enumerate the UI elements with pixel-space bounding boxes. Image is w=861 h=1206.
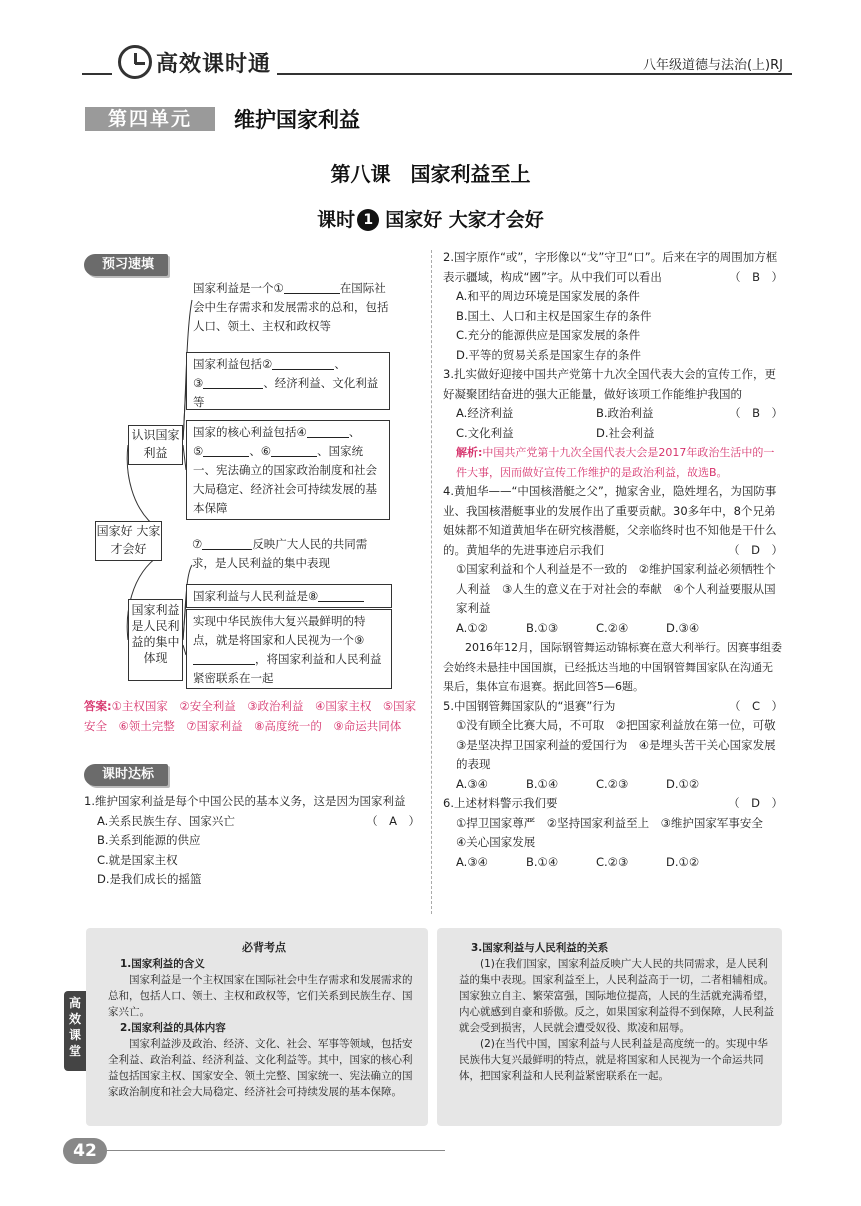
question-4 [443,482,783,638]
grade-label: 八年级道德与法治(上)RJ [637,54,783,73]
q4-option-b: B.①③ [526,620,559,635]
q2-answer: （ B ） [729,269,783,284]
q5-answer: （ C ） [728,698,783,713]
q5-option-b: B.①④ [526,776,559,791]
must-know-h1: 1.国家利益的含义 [120,958,205,970]
node1-text-a: 国家利益是一个① [193,281,284,295]
q4-answer: （ D ） [728,542,783,557]
q5-items: ①没有顾全比赛大局，不可取 ②把国家利益放在第一位，可敬 ③是坚决捍卫国家利益的爱国行为 ④是埋头苦干关心国家发展的表现 [456,718,788,771]
q6-stem: 6.上述材料警示我们要 [443,796,558,810]
period-number: 1 [357,209,379,231]
must-know-h2: 2.国家利益的具体内容 [120,1022,226,1034]
node3-text-b: 、 [348,425,361,439]
node2-text-a: 国家利益包括② [193,357,273,371]
q2-option-b: B.国土、人口和主权是国家生存的条件 [456,308,652,323]
side-tab: 高效课堂 [64,991,86,1071]
node3-text-c: ⑤ [193,444,204,458]
q3-option-d: D.社会利益 [596,425,655,440]
q1-answer: （ A ） [366,813,420,828]
q6-items: ①捍卫国家尊严 ②坚持国家利益至上 ③维护国家军事安全 ④关心国家发展 [456,815,775,849]
unit-title: 维护国家利益 [234,108,360,132]
blank-4 [307,424,349,438]
column-divider [431,250,432,914]
node4-text-b: 反映广大人民的共同需求，是人民利益的集中表现 [192,537,368,570]
q3-option-a: A.经济利益 [456,406,514,420]
preview-tag: 预习速填 [84,254,168,276]
node5-text-a: 国家利益与人民利益是⑧ [193,589,319,603]
blank-1 [284,280,340,294]
must-know-p3: (1)在我们国家，国家利益反映广大人民的共同需求，是人民利益的集中表现。国家利益至上，人民利益高于一切，二者相辅相成。国家独立自主、繁荣富强，国际地位提高，人民的生活就充满希望，内心就感到自豪和骄傲。反之，如果国家利益得不到保障，人民利益就会受到损害，人民就会遭受奴役、欺凌和屈辱。 [459,958,774,1034]
node6-text-b: ⑨ [354,633,365,647]
mindmap-node-6 [186,609,392,689]
q4-stem: 4.黄旭华——“中国核潜艇之父”，抛家舍业，隐姓埋名，为国防事业、我国核潜艇事业的发展作出了重要贡献。30多年中，8个兄弟姐妹都不知道黄旭华在研究核潜艇，父亲临终时也不知他是干什么的。黄旭华的先进事迹启示我们 [443,484,777,557]
right-column [443,248,788,872]
node3-text-d: 、⑥ [249,444,272,458]
node3-text-a: 国家的核心利益包括④ [193,425,307,439]
blank-8 [318,588,364,602]
q2-option-d: D.平等的贸易关系是国家生存的条件 [456,347,642,362]
must-know-p1: 国家利益是一个主权国家在国际社会中生存需求和发展需求的总和，包括人口、领土、主权和政权等，它们关系到民族生存、国家兴亡。 [108,974,413,1018]
blank-9 [193,651,255,665]
q2-option-c: C.充分的能源供应是国家发展的条件 [456,328,641,342]
period-name: 国家好 大家才会好 [385,209,544,231]
q6-option-d: D.①② [666,854,700,869]
q3-answer: （ B ） [729,406,783,420]
q3-option-b: B.政治利益 [596,406,654,420]
question-5 [443,697,788,795]
blank-7 [202,536,252,550]
question-6 [443,794,783,872]
q4-option-c: C.②④ [596,620,629,635]
q6-option-a: A.③④ [456,854,488,869]
mindmap-node-4 [192,535,390,573]
lesson-title: 第八课 国家利益至上 [330,162,531,186]
must-know-panel-left [86,928,428,1126]
q1-option-c: C.就是国家主权 [97,852,178,867]
must-know-panel-right [437,928,782,1126]
q6-option-c: C.②③ [596,854,629,869]
q2-stem: 2.国字原作“或”，字形像以“戈”守卫“口”。后来在字的周围加方框表示疆域，构成“國”字。从中我们可以看出 [443,250,778,284]
blank-2 [272,356,334,370]
period-prefix: 课时 [317,209,356,231]
q4-option-a: A.①② [456,620,488,635]
q5-option-a: A.③④ [456,776,488,791]
question-3 [443,365,783,482]
q2-option-a: A.和平的周边环境是国家发展的条件 [456,289,640,303]
mindmap-root: 国家好 大家才会好 [95,521,162,561]
q3-option-c: C.文化利益 [456,425,514,440]
brand-text: 高效课时通 [156,51,272,77]
q5-stem: 5.中国钢管舞国家队的“退赛”行为 [443,698,616,713]
node6-text-a: 实现中华民族伟大复兴最鲜明的特点，就是将国家和人民视为一个 [193,614,366,647]
must-know-p2: 国家利益涉及政治、经济、文化、社会、军事等领域，包括安全利益、政治利益、经济利益、文化利益等。其中，国家的核心利益包括国家主权、国家安全、领土完整、国家统一、宪法确立的国家政治制度和社会大局稳定、经济社会可持续发展的基本保障。 [108,1038,413,1098]
answers-text: ①主权国家 ②安全利益 ③政治利益 ④国家主权 ⑤国家安全 ⑥领土完整 ⑦国家利益 ⑧高度统一的 ⑨命运共同体 [84,699,417,733]
node2-text-d: 、经济利益、文化利益等 [193,376,379,409]
q3-stem: 3.扎实做好迎接中国共产党第十九次全国代表大会的宣传工作，更好凝聚团结奋进的强大正能量，做好该项工作能维护我国的 [443,367,776,401]
practice-tag: 课时达标 [84,764,168,786]
mindmap-node-2 [186,352,390,410]
q1-stem: 1.维护国家利益是每个中国公民的基本义务，这是因为国家利益 [84,794,406,808]
mindmap-node-5 [186,584,392,608]
mindmap-node-1 [193,279,391,336]
mindmap-branch-2: 国家利益是人民利益的集中体现 [128,599,183,681]
question-1 [84,792,420,890]
q5-option-d: D.①② [666,776,700,791]
blank-6 [271,443,317,457]
footer-rule [105,1150,445,1151]
q5-option-c: C.②③ [596,776,629,791]
mindmap-node-3 [186,420,390,520]
node4-text-a: ⑦ [192,537,203,551]
q1-option-b: B.关系到能源的供应 [97,833,201,847]
material-text: 2016年12月，国际钢管舞运动锦标赛在意大利举行。因赛事组委会始终未悬挂中国国旗，已经抵达当地的中国钢管舞国家队在沟通无果后，集体宣布退赛。据此回答5—6题。 [443,641,782,693]
q1-option-d: D.是我们成长的摇篮 [97,872,202,886]
q3-explain-label: 解析: [456,446,483,459]
node1-text-b: 在国际社会中生存需求和发展需求的总和，包括人口、领土、主权和政权等 [193,281,389,333]
preview-answers [84,697,418,736]
q6-option-b: B.①④ [526,854,559,869]
page-number: 42 [63,1138,107,1164]
node2-text-b: 、 [334,357,346,371]
unit-label: 第四单元 [85,107,215,131]
blank-3 [203,375,263,389]
q4-items: ①国家利益和个人利益是不一致的 ②维护国家利益必须牺牲个人利益 ③人生的意义在于对社会的奉献 ④个人利益要服从国家利益 [456,562,776,615]
blank-5 [203,443,249,457]
node2-text-c: ③ [193,376,204,390]
q3-explain: 中国共产党第十九次全国代表大会是2017年政治生活中的一件大事，因而做好宣传工作维护的是政治利益，故选B。 [456,446,775,479]
q1-option-a: A.关系民族生存、国家兴亡 [97,813,235,828]
node6-text-c: ，将国家利益和人民利益紧密联系在一起 [193,652,382,685]
must-know-h3: 3.国家利益与人民利益的关系 [471,942,609,954]
node3-text-e: 、国家统一、宪法确立的国家政治制度和社会大局稳定、经济社会可持续发展的基本保障 [193,444,377,515]
q4-option-d: D.③④ [666,620,700,635]
must-know-title: 必背考点 [242,941,286,954]
q6-answer: （ D ） [728,796,783,810]
answers-label: 答案: [84,699,112,713]
must-know-p4: (2)在当代中国，国家利益与人民利益是高度统一的。实现中华民族伟大复兴最鲜明的特点，就是将国家和人民视为一个命运共同体，把国家利益和人民利益紧密联系在一起。 [459,1038,768,1082]
question-2 [443,248,783,365]
mindmap-branch-1: 认识国家利益 [128,425,183,465]
